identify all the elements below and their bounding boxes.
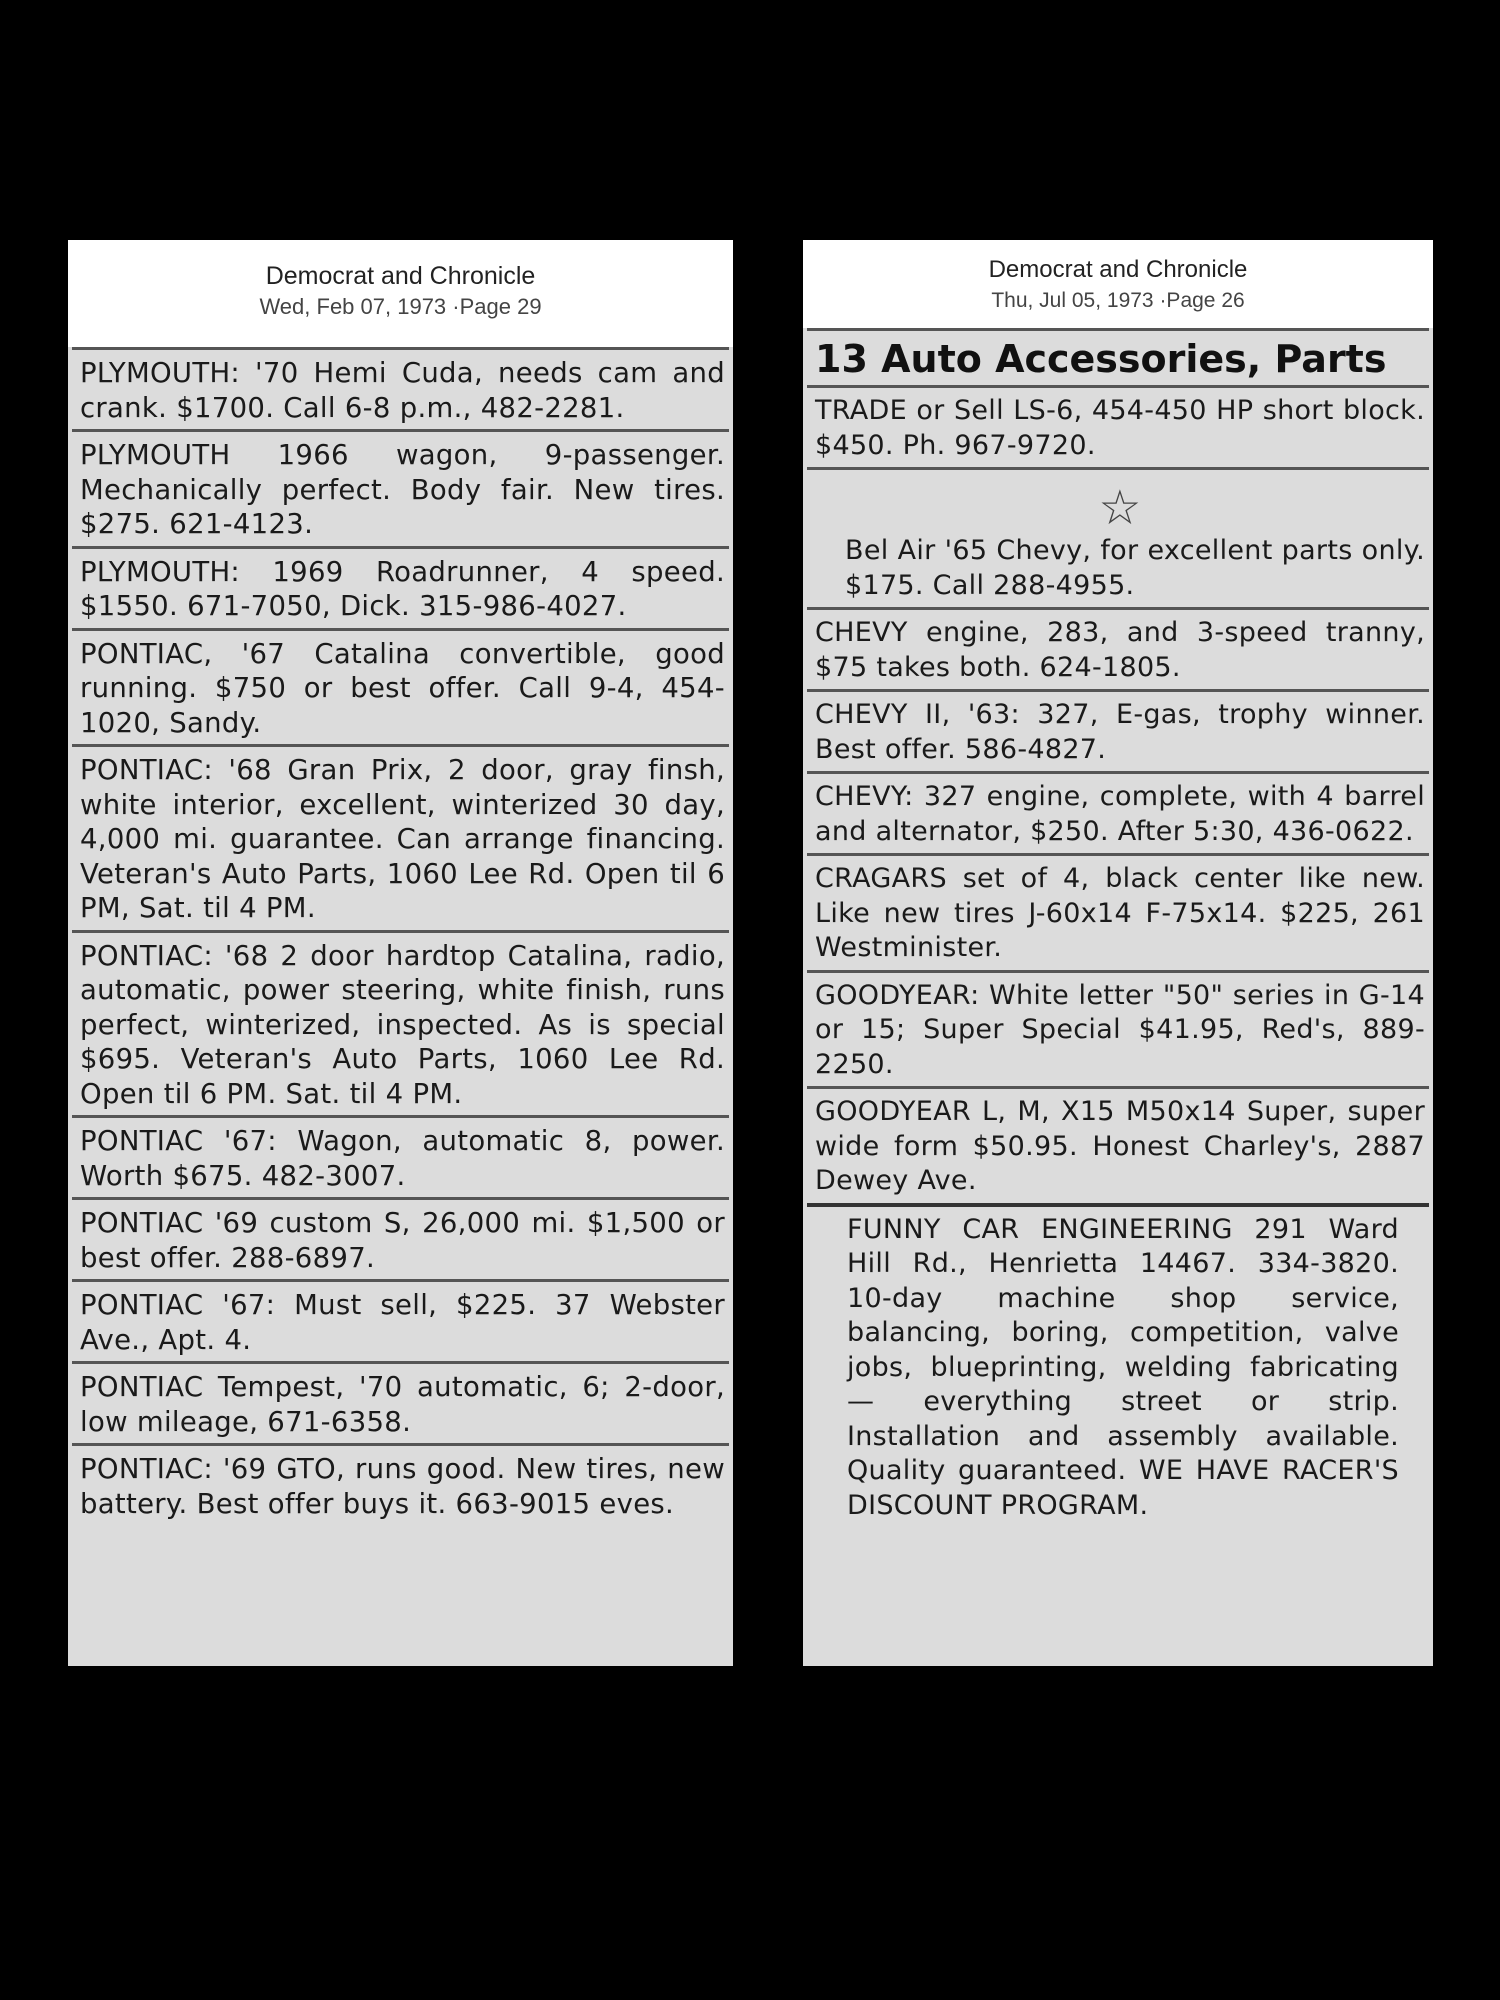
ad-text: PONTIAC: '68 Gran Prix, 2 door, gray finsh, white interior, excellent, winterized 30 day, 4,000 mi. guarantee. Can arrange financing. Veteran's Auto Parts, 1060 Lee Rd. Open til 6 PM, Sat. til 4 PM. [80,754,725,924]
classified-ad [807,385,1429,467]
ad-text: Bel Air '65 Chevy, for excellent parts only. $175. Call 288-4955. [845,535,1425,601]
classified-ad [807,689,1429,771]
ad-text: PONTIAC '67: Wagon, automatic 8, power. Worth $675. 482-3007. [80,1125,725,1192]
classified-ad [807,1203,1429,1528]
section-heading: 13 Auto Accessories, Parts [807,328,1429,385]
ad-text: PLYMOUTH: 1969 Roadrunner, 4 speed. $1550. 671-7050, Dick. 315-986-4027. [80,555,725,622]
classified-ad [807,970,1429,1087]
left-clipping [68,240,733,1666]
ad-text: PONTIAC '69 custom S, 26,000 mi. $1,500 or best offer. 288-6897. [80,1207,725,1274]
newspaper-name: Democrat and Chronicle [988,256,1248,283]
ad-text: PONTIAC Tempest, '70 automatic, 6; 2-door, low mileage, 671-6358. [80,1371,725,1438]
classified-ad [72,546,729,628]
ad-text: PONTIAC '67: Must sell, $225. 37 Webster Ave., Apt. 4. [80,1289,725,1356]
classified-ads-list [803,328,1433,1527]
ad-text: PLYMOUTH: '70 Hemi Cuda, needs cam and crank. $1700. Call 6-8 p.m., 482-2281. [80,357,725,424]
classified-ad [72,930,729,1116]
date-page-label: Thu, Jul 05, 1973 ·Page 26 [991,289,1245,312]
classified-ad [807,467,1429,607]
classified-ad [807,1086,1429,1203]
classified-ad [72,1443,729,1525]
ad-text: TRADE or Sell LS-6, 454-450 HP short block. $450. Ph. 967-9720. [815,395,1425,461]
ad-text: CHEVY: 327 engine, complete, with 4 barrel and alternator, $250. After 5:30, 436-0622. [815,781,1425,847]
classified-ad [807,853,1429,970]
classified-ad [72,1279,729,1361]
newspaper-name: Democrat and Chronicle [265,262,536,290]
classified-ad [72,429,729,546]
classified-ad [807,607,1429,689]
ad-text: GOODYEAR L, M, X15 M50x14 Super, super wide form $50.95. Honest Charley's, 2887 Dewey Ave. [815,1096,1425,1196]
ad-text: GOODYEAR: White letter "50" series in G-14 or 15; Super Special $41.95, Red's, 889-2250. [815,979,1425,1080]
ad-text: CRAGARS set of 4, black center like new. Like new tires J-60x14 F-75x14. $225, 261 Westminister. [815,863,1425,963]
clipping-header [68,240,733,347]
ad-text: CHEVY II, '63: 327, E-gas, trophy winner. Best offer. 586-4827. [815,699,1425,765]
ad-text: PONTIAC: '68 2 door hardtop Catalina, radio, automatic, power steering, white finish, runs perfect, winterized, inspected. As is special $695. Veteran's Auto Parts, 1060 Lee Rd. Open til 6 PM. Sat. til 4 PM. [80,939,725,1110]
ad-text: CHEVY engine, 283, and 3-speed tranny, $75 takes both. 624-1805. [815,617,1425,683]
date-page-label: Wed, Feb 07, 1973 ·Page 29 [259,294,542,319]
right-clipping [803,240,1433,1666]
star-icon: ☆ [1098,480,1142,536]
classified-ad [72,1197,729,1279]
classified-ad [72,1115,729,1197]
classified-ad [72,1361,729,1443]
classified-ad [72,744,729,930]
classified-ad [72,347,729,429]
ad-text: FUNNY CAR ENGINEERING 291 Ward Hill Rd., Henrietta 14467. 334-3820. 10-day machine shop service, balancing, boring, competition, valve jobs, blueprinting, welding fabricating — everything street or strip. Installation and assembly available. Quality guaranteed. WE HAVE RACER'S DISCOUNT PROGRAM. [847,1213,1399,1521]
classified-ad [72,628,729,745]
classified-ad [807,771,1429,853]
ad-text: PONTIAC: '69 GTO, runs good. New tires, new battery. Best offer buys it. 663-9015 eves. [80,1453,725,1520]
ad-text: PONTIAC, '67 Catalina convertible, good running. $750 or best offer. Call 9-4, 454-1020, Sandy. [80,637,725,739]
ad-text: PLYMOUTH 1966 wagon, 9-passenger. Mechanically perfect. Body fair. New tires. $275. 621-4123. [80,439,725,540]
clipping-header [803,240,1433,328]
classified-ads-list [68,347,733,1525]
